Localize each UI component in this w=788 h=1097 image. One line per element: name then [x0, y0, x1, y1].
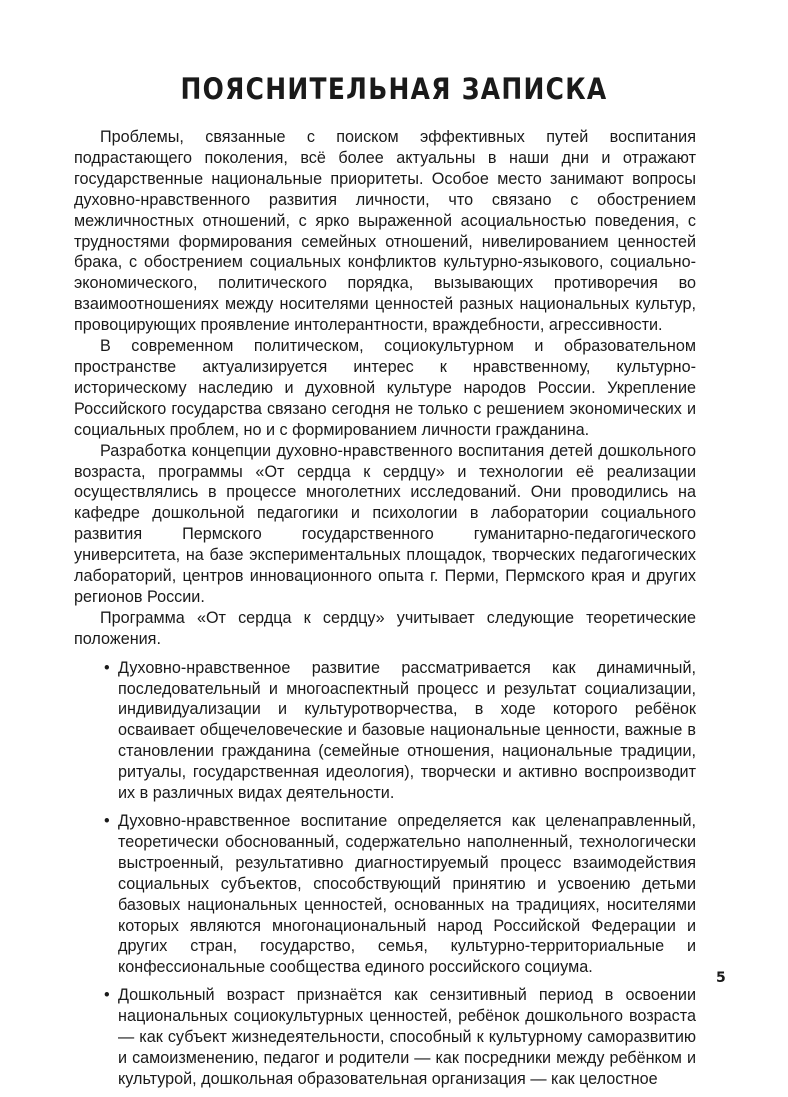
bullet-text: Духовно-нравственное воспитание определяется как целенаправленный, теоретически обоснованный, содержательно наполненный, технологически выстроенный, результативно диагностируемый процесс взаимодействия социальных субъектов, способствующий принятию и усвоению детьми базовых национальных ценностей, основанных на традициях, носителями которых являются многонациональный народ Российской Федерации и других стран, государство, семья, культурно-территориальные и конфессиональные сообщества единого российского социума. — [118, 812, 696, 977]
document-body — [74, 127, 696, 1097]
theory-bullet-list — [74, 658, 696, 1090]
bullet-item — [74, 985, 696, 1090]
bullet-item — [74, 658, 696, 804]
bullet-icon: • — [104, 812, 110, 830]
paragraph: Проблемы, связанные с поиском эффективных путей воспитания подрастающего поколения, всё более актуальны в наши дни и отражают государственные национальные приоритеты. Особое место занимают вопросы духовно-нравственного развития личности, что связано с обострением межличностных отношений, с ярко выраженной асоциальностью поведения, с трудностями формирования семейных отношений, нивелированием ценностей брака, с обострением социальных конфликтов культурно-языкового, социально-экономического, политического порядка, вызывающих противоречия во взаимоотношениях между носителями ценностей разных национальных культур, провоцирующих проявление интолерантности, враждебности, агрессивности. — [74, 128, 696, 335]
paragraph: Разработка концепции духовно-нравственного воспитания детей дошкольного возраста, программы «От сердца к сердцу» и технологии её реализации осуществлялись в процессе многолетних исследований. Они проводились на кафедре дошкольной педагогики и психологии в лаборатории социального развития Пермского государственного гуманитарно-педагогического университета, на базе экспериментальных площадок, творческих педагогических лабораторий, центров инновационного опыта г. Перми, Пермского края и других регионов России. — [74, 441, 696, 606]
paragraph: В современном политическом, социокультурном и образовательном пространстве актуализируется интерес к нравственному, культурно-историческому наследию и духовной культуре народов России. Укрепление Российского государства связано сегодня не только с решением экономических и социальных проблем, но и с формированием личности гражданина. — [74, 337, 696, 439]
page-number: 5 — [716, 970, 726, 986]
bullet-icon: • — [104, 658, 110, 677]
bullet-text: Духовно-нравственное развитие рассматривается как динамичный, последовательный и многоаспектный процесс и результат социализации, индивидуализации и культуротворчества, в ходе которого ребёнок осваивает общечеловеческие и базовые национальные ценности, важные в становлении гражданина (семейные отношения, национальные традиции, ритуалы, государственная идеология), творчески и активно воспроизводит их в различных видах деятельности. — [118, 658, 696, 803]
bullet-icon: • — [104, 986, 110, 1005]
bullet-item — [74, 811, 696, 978]
bullet-text: Дошкольный возраст признаётся как сензитивный период в освоении национальных социокультурных ценностей, ребёнок дошкольного возраста — как субъект жизнедеятельности, способный к культурному саморазвитию и самоизменению, педагог и родители — как посредники между ребёнком и культурой, дошкольная образовательная организация — как целостное — [118, 986, 696, 1088]
paragraph: Программа «От сердца к сердцу» учитывает следующие теоретические положения. — [74, 608, 696, 648]
page-title: ПОЯСНИТЕЛЬНАЯ ЗАПИСКА — [180, 72, 608, 106]
